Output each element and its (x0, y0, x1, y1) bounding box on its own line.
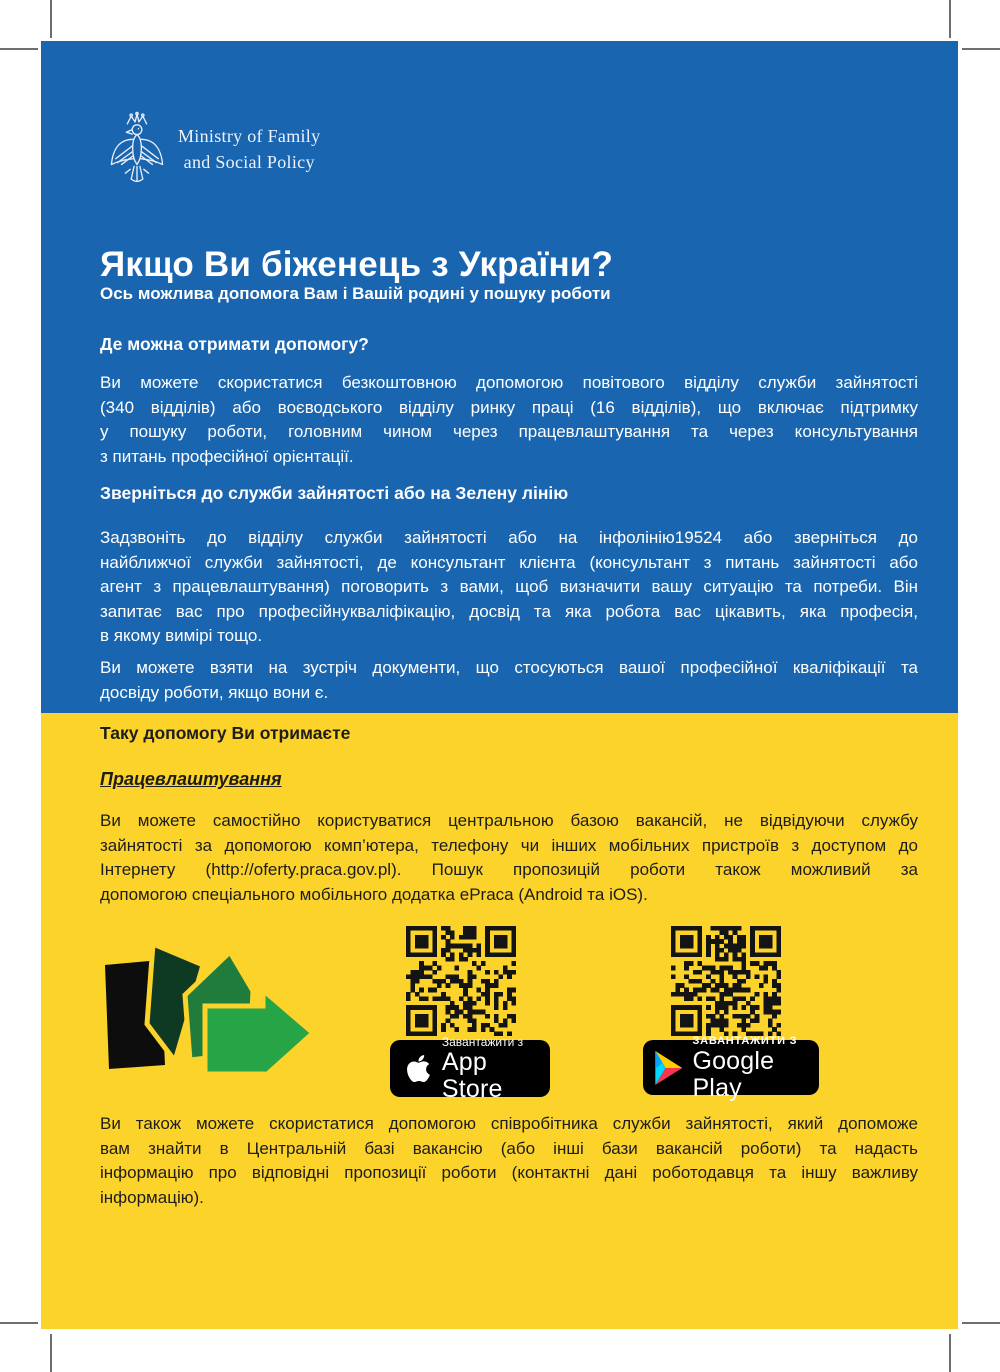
employment-service-arrows-logo (105, 928, 315, 1080)
app-store-badge[interactable] (390, 1034, 550, 1103)
crop-mark-top-left-vertical (50, 0, 52, 38)
ministry-name-line1: Ministry of Family (178, 126, 321, 146)
heading-contact-service: Зверніться до служби зайнятості або на Зелену лінію (100, 483, 569, 503)
crop-mark-bottom-right-vertical (949, 1334, 951, 1372)
google-play-badge[interactable] (643, 1034, 819, 1102)
paragraph-staff-help: Ви також можете скористатися допомогою співробітника служби зайнятості, який допоможе вам знайти в Центральній базі вакансію (або інші бази вакансій роботи) та надасть інформацію про відповідні пропозиції роботи (контактні дані роботодавця та іншу важливу інформацію). (100, 1114, 918, 1207)
crop-mark-top-left-horizontal (0, 48, 38, 50)
crop-mark-bottom-right-horizontal (962, 1322, 1000, 1324)
paragraph-free-help: Ви можете скористатися безкоштовною допомогою повітового відділу служби зайнятості (340 відділів) або воєводського відділу ринку праці (16 відділів), що включає підтримку у пошуку роботи, головним чином через працевлаштування та через консультування з питань професійної орієнтації. (100, 373, 918, 466)
crop-mark-bottom-left-vertical (50, 1334, 52, 1372)
ministry-name-line2: and Social Policy (183, 152, 315, 172)
google-play-badge-label: Google Play (692, 1046, 775, 1102)
app-store-badge-label: App Store (441, 1047, 503, 1103)
google-play-badge-caption: ЗАВАНТАЖИТИ З (692, 1034, 798, 1047)
ministry-logo-block (108, 110, 320, 188)
crop-mark-top-right-vertical (949, 0, 951, 38)
apple-icon (406, 1053, 431, 1084)
heading-where-to-get-help: Де можна отримати допомогу? (100, 334, 369, 354)
ministry-name (178, 123, 320, 175)
polish-eagle-icon (108, 110, 166, 188)
google-play-icon (655, 1051, 682, 1085)
page-title: Якщо Ви біженець з України? (100, 245, 614, 284)
yellow-section (41, 713, 958, 1329)
paragraph-job-database: Ви можете самостійно користуватися центральною базою вакансій, не відвідуючи службу зайнятості за допомогою комп’ютера, телефону чи інших мобільних пристроїв з доступом до Інтернету (http://oferty.praca.gov.pl). Пошук пропозицій роботи також можливий за допомогою спеціального мобільного додатка ePraca (Android та iOS). (100, 811, 918, 904)
app-store-qr-code (406, 926, 516, 1036)
paragraph-bring-documents: Ви можете взяти на зустріч документи, що стосуються вашої професійної кваліфікації та досвіду роботи, якщо вони є. (100, 658, 918, 702)
blue-section (41, 41, 958, 713)
page-subtitle: Ось можлива допомога Вам і Вашій родині у пошуку роботи (100, 284, 611, 303)
subheading-employment: Працевлаштування (100, 769, 282, 789)
poster (41, 41, 958, 1329)
paragraph-call-infoline: Задзвоніть до відділу служби зайнятості або на інфолінію19524 або зверніться до найближчої служби зайнятості, де консультант клієнта (консультант з питань зайнятості або агент з працевлаштування) поговорить з вами, щоб визначити вашу ситуацію та потреби. Він запитає вас про професійнукваліфікацію, досвід та яка робота вас цікавить, яка професія, в якому вимірі тощо. (100, 528, 918, 645)
heading-help-you-get: Таку допомогу Ви отримаєте (100, 723, 351, 743)
app-store-badge-caption: Завантажити з (441, 1034, 524, 1049)
crop-mark-bottom-left-horizontal (0, 1322, 38, 1324)
google-play-qr-code (671, 926, 781, 1036)
crop-mark-top-right-horizontal (962, 48, 1000, 50)
